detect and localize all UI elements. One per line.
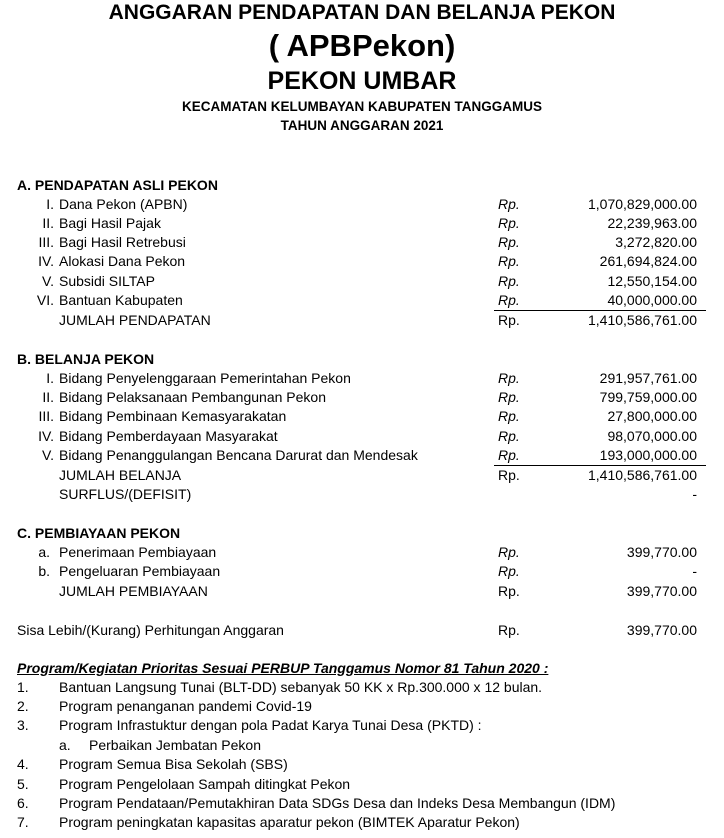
program-text: Program penanganan pandemi Covid-19 bbox=[59, 698, 312, 714]
surplus-row bbox=[0, 485, 724, 504]
row-label: Subsidi SILTAP bbox=[59, 273, 155, 289]
currency-label: Rp. bbox=[498, 447, 520, 463]
programs-title: Program/Kegiatan Prioritas Sesuai PERBUP Tanggamus Nomor 81 Tahun 2020 : bbox=[17, 660, 549, 676]
row-amount: 399,770.00 bbox=[626, 544, 697, 560]
program-number: 2. bbox=[17, 698, 29, 714]
program-number: 3. bbox=[17, 717, 29, 733]
row-number: I. bbox=[46, 370, 54, 386]
program-item bbox=[0, 755, 724, 774]
pendapatan-row bbox=[0, 252, 724, 271]
total-amount: 1,410,586,761.00 bbox=[588, 467, 697, 483]
section-title-pendapatan: A. PENDAPATAN ASLI PEKON bbox=[17, 177, 218, 193]
total-amount: 399,770.00 bbox=[626, 583, 697, 599]
program-text: Program Infrastuktur dengan pola Padat Karya Tunai Desa (PKTD) : bbox=[59, 717, 482, 733]
belanja-row bbox=[0, 369, 724, 388]
document-title: ANGGARAN PENDAPATAN DAN BELANJA PEKON bbox=[108, 1, 616, 24]
program-number: a. bbox=[59, 737, 71, 753]
district-line: KECAMATAN KELUMBAYAN KABUPATEN TANGGAMUS bbox=[182, 99, 542, 114]
row-amount: 27,800,000.00 bbox=[607, 408, 697, 424]
row-amount: 12,550,154.00 bbox=[607, 273, 697, 289]
row-label: Bidang Penanggulangan Bencana Darurat dan Mendesak bbox=[59, 447, 418, 463]
row-label: Bidang Pelaksanaan Pembangunan Pekon bbox=[59, 389, 326, 405]
total-label: JUMLAH PENDAPATAN bbox=[59, 312, 211, 328]
row-number: IV. bbox=[38, 428, 54, 444]
row-number: I. bbox=[46, 196, 54, 212]
row-label: Bantuan Kabupaten bbox=[59, 292, 183, 308]
program-text: Program peningkatan kapasitas aparatur pekon (BIMTEK Aparatur Pekon) bbox=[59, 814, 520, 830]
pendapatan-row bbox=[0, 214, 724, 233]
program-item bbox=[0, 697, 724, 716]
pembiayaan-row bbox=[0, 562, 724, 581]
pendapatan-total-row bbox=[0, 311, 724, 330]
fiscal-year: TAHUN ANGGARAN 2021 bbox=[280, 118, 444, 133]
currency-label: Rp. bbox=[498, 273, 520, 289]
belanja-row bbox=[0, 427, 724, 446]
currency-label: Rp. bbox=[498, 253, 520, 269]
row-number: V. bbox=[42, 447, 54, 463]
row-number: III. bbox=[38, 234, 54, 250]
belanja-row bbox=[0, 407, 724, 426]
currency-label: Rp. bbox=[498, 408, 520, 424]
row-label: Penerimaan Pembiayaan bbox=[59, 544, 217, 560]
surplus-amount: - bbox=[692, 486, 697, 502]
row-label: Bidang Pembinaan Kemasyarakatan bbox=[59, 408, 287, 424]
currency-label: Rp. bbox=[498, 389, 520, 405]
row-number: III. bbox=[38, 408, 54, 424]
pendapatan-row bbox=[0, 272, 724, 291]
program-number: 4. bbox=[17, 756, 29, 772]
currency-label: Rp. bbox=[498, 563, 520, 579]
row-amount: - bbox=[692, 563, 697, 579]
program-number: 1. bbox=[17, 679, 29, 695]
village-name: PEKON UMBAR bbox=[267, 67, 457, 95]
row-number: b. bbox=[38, 563, 50, 579]
pendapatan-row bbox=[0, 195, 724, 214]
row-amount: 193,000,000.00 bbox=[599, 447, 697, 463]
belanja-row bbox=[0, 388, 724, 407]
row-number: V. bbox=[42, 273, 54, 289]
currency-label: Rp. bbox=[498, 622, 520, 638]
currency-label: Rp. bbox=[498, 428, 520, 444]
row-label: Dana Pekon (APBN) bbox=[59, 196, 188, 212]
row-label: Bidang Pemberdayaan Masyarakat bbox=[59, 428, 278, 444]
currency-label: Rp. bbox=[498, 292, 520, 308]
sisa-row bbox=[0, 621, 724, 640]
currency-label: Rp. bbox=[498, 234, 520, 250]
row-number: II. bbox=[42, 389, 54, 405]
row-label: Bagi Hasil Pajak bbox=[59, 215, 161, 231]
row-label: Bidang Penyelenggaraan Pemerintahan Pekon bbox=[59, 370, 351, 386]
sisa-amount: 399,770.00 bbox=[626, 622, 697, 638]
program-item bbox=[0, 775, 724, 794]
currency-label: Rp. bbox=[498, 196, 520, 212]
row-number: II. bbox=[42, 215, 54, 231]
row-number: VI. bbox=[36, 292, 54, 308]
belanja-row bbox=[0, 446, 724, 465]
program-item bbox=[0, 794, 724, 813]
program-text: Program Pendataan/Pemutakhiran Data SDGs Desa dan Indeks Desa Membangun (IDM) bbox=[59, 795, 616, 811]
row-number: IV. bbox=[38, 253, 54, 269]
sisa-label: Sisa Lebih/(Kurang) Perhitungan Anggaran bbox=[17, 622, 284, 638]
program-subitem bbox=[0, 736, 724, 755]
program-text: Program Pengelolaan Sampah ditingkat Pekon bbox=[59, 776, 351, 792]
row-amount: 22,239,963.00 bbox=[607, 215, 697, 231]
currency-label: Rp. bbox=[498, 370, 520, 386]
program-text: Bantuan Langsung Tunai (BLT-DD) sebanyak 50 KK x Rp.300.000 x 12 bulan. bbox=[59, 679, 543, 695]
program-item bbox=[0, 678, 724, 697]
surplus-label: SURFLUS/(DEFISIT) bbox=[59, 486, 192, 502]
program-item bbox=[0, 813, 724, 832]
currency-label: Rp. bbox=[498, 312, 520, 328]
pendapatan-row bbox=[0, 291, 724, 310]
row-amount: 98,070,000.00 bbox=[607, 428, 697, 444]
row-label: Bagi Hasil Retrebusi bbox=[59, 234, 186, 250]
program-number: 6. bbox=[17, 795, 29, 811]
total-amount: 1,410,586,761.00 bbox=[588, 312, 697, 328]
row-number: a. bbox=[38, 544, 50, 560]
section-title-pembiayaan: C. PEMBIAYAAN PEKON bbox=[17, 525, 181, 541]
row-label: Alokasi Dana Pekon bbox=[59, 253, 186, 269]
row-amount: 291,957,761.00 bbox=[599, 370, 697, 386]
currency-label: Rp. bbox=[498, 467, 520, 483]
currency-label: Rp. bbox=[498, 544, 520, 560]
row-label: Pengeluaran Pembiayaan bbox=[59, 563, 221, 579]
program-text: Perbaikan Jembatan Pekon bbox=[89, 737, 261, 753]
document-subtitle: ( APBPekon) bbox=[268, 28, 456, 63]
section-title-belanja: B. BELANJA PEKON bbox=[17, 351, 155, 367]
row-amount: 40,000,000.00 bbox=[607, 292, 697, 308]
program-item bbox=[0, 716, 724, 735]
total-label: JUMLAH BELANJA bbox=[59, 467, 182, 483]
pembiayaan-total-row bbox=[0, 582, 724, 601]
currency-label: Rp. bbox=[498, 583, 520, 599]
row-amount: 261,694,824.00 bbox=[599, 253, 697, 269]
row-amount: 799,759,000.00 bbox=[599, 389, 697, 405]
program-number: 5. bbox=[17, 776, 29, 792]
currency-label: Rp. bbox=[498, 215, 520, 231]
program-number: 7. bbox=[17, 814, 29, 830]
pembiayaan-row bbox=[0, 543, 724, 562]
row-amount: 1,070,829,000.00 bbox=[588, 196, 697, 212]
program-text: Program Semua Bisa Sekolah (SBS) bbox=[59, 756, 288, 772]
row-amount: 3,272,820.00 bbox=[615, 234, 697, 250]
belanja-total-row bbox=[0, 466, 724, 485]
total-label: JUMLAH PEMBIAYAAN bbox=[59, 583, 208, 599]
pendapatan-row bbox=[0, 233, 724, 252]
